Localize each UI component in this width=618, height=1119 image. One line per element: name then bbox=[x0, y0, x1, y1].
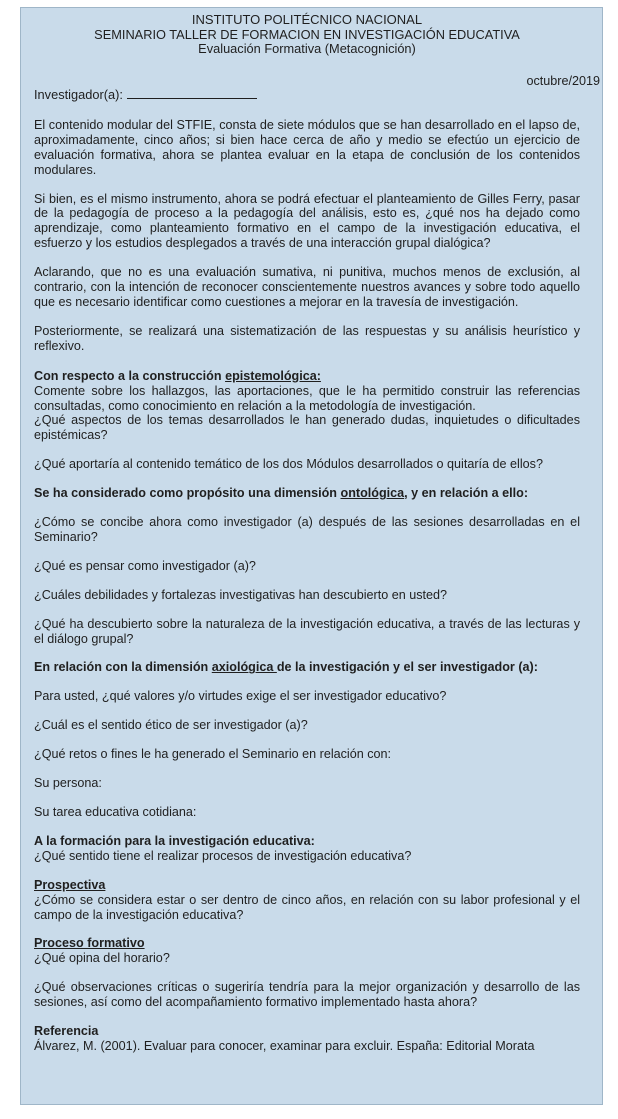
seminar-title: SEMINARIO TALLER DE FORMACION EN INVESTIGACIÓN EDUCATIVA bbox=[94, 26, 520, 42]
evaluation-subtitle: Evaluación Formativa (Metacognición) bbox=[198, 41, 416, 56]
investigator-field bbox=[34, 88, 580, 103]
epistemological-keyword: epistemológica: bbox=[225, 368, 321, 383]
ontological-heading bbox=[34, 486, 580, 501]
training-heading: A la formación para la investigación educativa: bbox=[34, 833, 315, 848]
epistemological-heading bbox=[34, 369, 580, 384]
investigator-label: Investigador(a): bbox=[34, 87, 123, 102]
training-question-1: ¿Qué sentido tiene el realizar procesos de investigación educativa? bbox=[34, 848, 412, 863]
axiological-question-2: ¿Cuál es el sentido ético de ser investigador (a)? bbox=[34, 718, 308, 733]
prospective-question-1: ¿Cómo se considera estar o ser dentro de cinco años, en relación con su labor profesional y el campo de la investigación educativa? bbox=[34, 892, 580, 922]
process-question-1: ¿Qué opina del horario? bbox=[34, 951, 170, 966]
axiological-keyword: axiológica bbox=[211, 660, 277, 675]
axiological-heading-suffix: de la investigación y el ser investigador (a): bbox=[276, 660, 538, 675]
ontological-question-1: ¿Cómo se concibe ahora como investigador (a) después de las sesiones desarrolladas en el Seminario? bbox=[34, 515, 580, 544]
process-question-2: ¿Qué observaciones críticas o sugeriría tendría para la mejor organización y desarrollo de las sesiones, así como del acompañamiento formativo implementado hasta ahora? bbox=[34, 980, 580, 1010]
ontological-keyword: ontológica bbox=[340, 486, 405, 501]
axiological-item-tarea: Su tarea educativa cotidiana: bbox=[34, 805, 197, 819]
institution-title: INSTITUTO POLITÉCNICO NACIONAL bbox=[191, 12, 423, 27]
intro-paragraph-1: El contenido modular del STFIE, consta de siete módulos que se han desarrollado en el lapso de, aproximadamente, cinco años; si bien hace cerca de año y medio se efectúo un ejercicio de evaluación formativa, ahora se plantea evaluar en la etapa de conclusión de los contenidos modulares. bbox=[34, 117, 580, 177]
epistemological-question-1: ¿Qué aspectos de los temas desarrollados le han generado dudas, inquietudes o dificultades epistémicas? bbox=[34, 413, 580, 443]
intro-paragraph-4: Posteriormente, se realizará una sistematización de las respuestas y su análisis heurístico y reflexivo. bbox=[34, 323, 580, 353]
ontological-heading-suffix: , y en relación a ello: bbox=[404, 486, 529, 501]
reference-text: Álvarez, M. (2001). Evaluar para conocer, examinar para excluir. España: Editorial Morata bbox=[34, 1038, 535, 1053]
epistemological-question-2: ¿Qué aportaría al contenido temático de los dos Módulos desarrollados o quitaría de ellos? bbox=[34, 457, 543, 472]
intro-paragraph-2: Si bien, es el mismo instrumento, ahora se podrá efectuar el planteamiento de Gilles Ferry, pasar de la pedagogía de proceso a la pedagogía del análisis, esto es, ¿qué nos ha dejado como aprendizaje, como planteamiento formativo en el campo de la investigación educativa, el esfuerzo y los estudios desplegados a través de una interacción grupal dialógica? bbox=[34, 191, 580, 251]
axiological-question-3: ¿Qué retos o fines le ha generado el Seminario en relación con: bbox=[34, 747, 392, 762]
ontological-heading-prefix: Se ha considerado como propósito una dimensión bbox=[34, 486, 341, 501]
axiological-question-1: Para usted, ¿qué valores y/o virtudes exige el ser investigador educativo? bbox=[34, 689, 447, 704]
intro-paragraph-3: Aclarando, que no es una evaluación sumativa, ni punitiva, muchos menos de exclusión, al contrario, con la intención de reconocer conscientemente nuestros avances y sobre todo aquello que es necesario identificar como cuestiones a mejorar en la travesía de investigación. bbox=[34, 265, 580, 309]
prospective-heading: Prospectiva bbox=[34, 877, 106, 892]
epistemological-heading-prefix: Con respecto a la construcción bbox=[34, 368, 226, 383]
axiological-item-persona: Su persona: bbox=[34, 776, 102, 791]
ontological-question-2: ¿Qué es pensar como investigador (a)? bbox=[34, 558, 256, 573]
document-date: octubre/2019 bbox=[526, 73, 600, 88]
reference-heading: Referencia bbox=[34, 1024, 99, 1039]
ontological-question-4: ¿Qué ha descubierto sobre la naturaleza de la investigación educativa, a través de las lecturas y el diálogo grupal? bbox=[34, 616, 580, 646]
axiological-heading-prefix: En relación con la dimensión bbox=[34, 660, 212, 675]
epistemological-text: Comente sobre los hallazgos, las aportaciones, que le ha permitido construir las referencias consultadas, como conocimiento en relación a la metodología de investigación. bbox=[34, 383, 580, 413]
process-heading: Proceso formativo bbox=[34, 936, 145, 951]
investigator-blank-line bbox=[127, 97, 257, 99]
axiological-heading bbox=[34, 660, 580, 675]
ontological-question-3: ¿Cuáles debilidades y fortalezas investigativas han descubierto en usted? bbox=[34, 587, 448, 602]
evaluation-sheet bbox=[20, 7, 603, 1105]
document-header bbox=[34, 13, 580, 57]
